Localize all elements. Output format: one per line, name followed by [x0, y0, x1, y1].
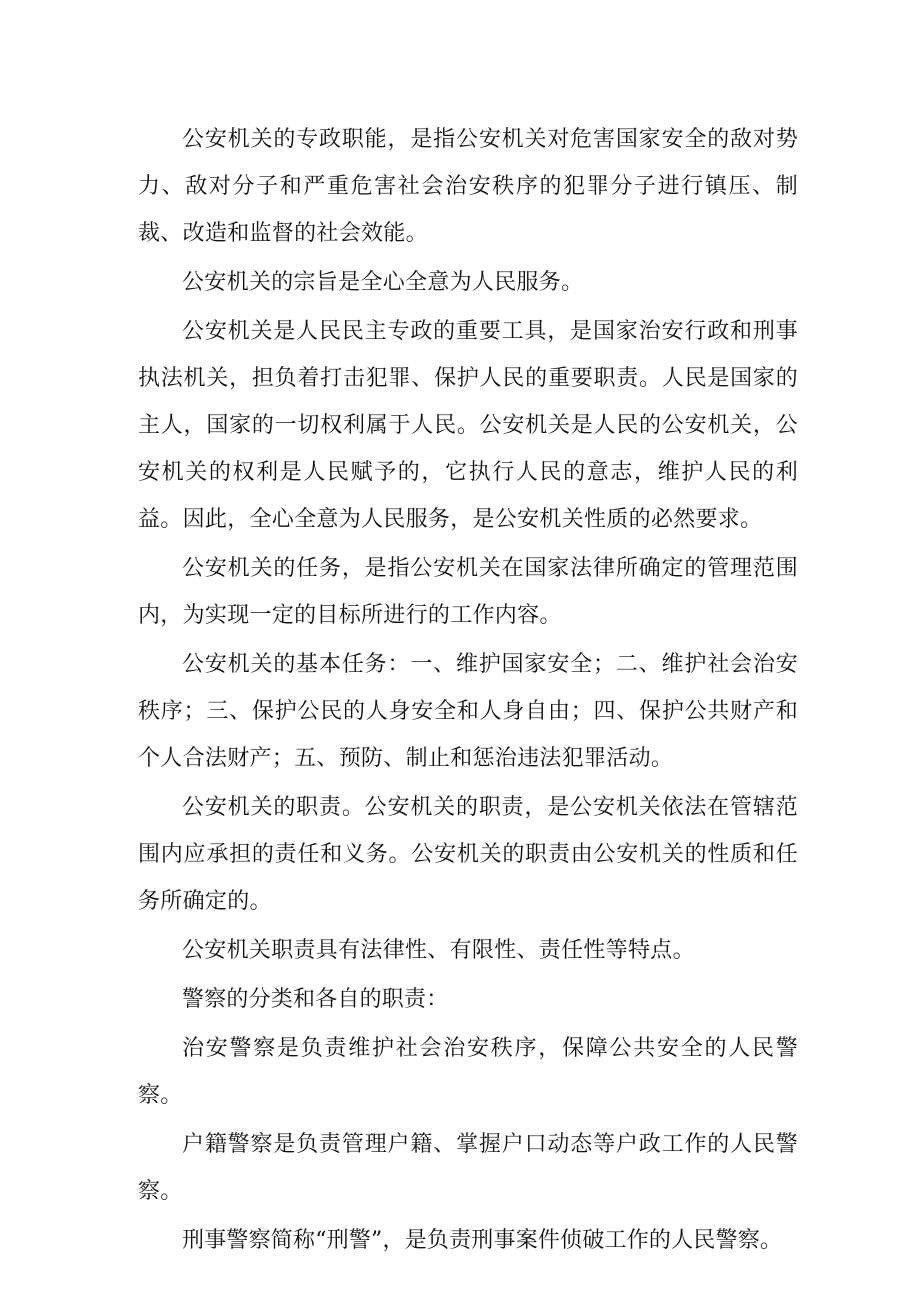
paragraph-criminal-police: 刑事警察简称“刑警”，是负责刑事案件侦破工作的人民警察。	[182, 1228, 783, 1253]
paragraph-duty-features: 公安机关职责具有法律性、有限性、责任性等特点。	[182, 938, 695, 963]
paragraph-purpose: 公安机关的宗旨是全心全意为人民服务。	[182, 270, 584, 295]
paragraph-duties: 公安机关的职责。公安机关的职责，是公安机关依法在管辖范围内应承担的责任和义务。公安机关的职责由公安机关的性质和任务所确定的。	[138, 795, 798, 914]
paragraph-dictatorship-function: 公安机关的专政职能，是指公安机关对危害国家安全的敌对势力、敌对分子和严重危害社会治安秩序的犯罪分子进行镇压、制裁、改造和监督的社会效能。	[138, 127, 798, 246]
document-body	[138, 116, 798, 1266]
paragraph-nature: 公安机关是人民民主专政的重要工具，是国家治安行政和刑事执法机关，担负着打击犯罪、保护人民的重要职责。人民是国家的主人，国家的一切权利属于人民。公安机关是人民的公安机关，公安机关的权利是人民赋予的，它执行人民的意志，维护人民的利益。因此，全心全意为人民服务，是公安机关性质的必然要求。	[138, 319, 798, 532]
paragraph-public-order-police: 治安警察是负责维护社会治安秩序，保障公共安全的人民警察。	[138, 1036, 798, 1108]
paragraph-task-definition: 公安机关的任务，是指公安机关在国家法律所确定的管理范围内，为实现一定的目标所进行的工作内容。	[138, 556, 798, 628]
paragraph-police-categories: 警察的分类和各自的职责：	[182, 987, 449, 1012]
paragraph-basic-tasks: 公安机关的基本任务：一、维护国家安全；二、维护社会治安秩序；三、保护公民的人身安全和人身自由；四、保护公共财产和个人合法财产；五、预防、制止和惩治违法犯罪活动。	[138, 652, 798, 771]
paragraph-household-police: 户籍警察是负责管理户籍、掌握户口动态等户政工作的人民警察。	[138, 1132, 798, 1204]
